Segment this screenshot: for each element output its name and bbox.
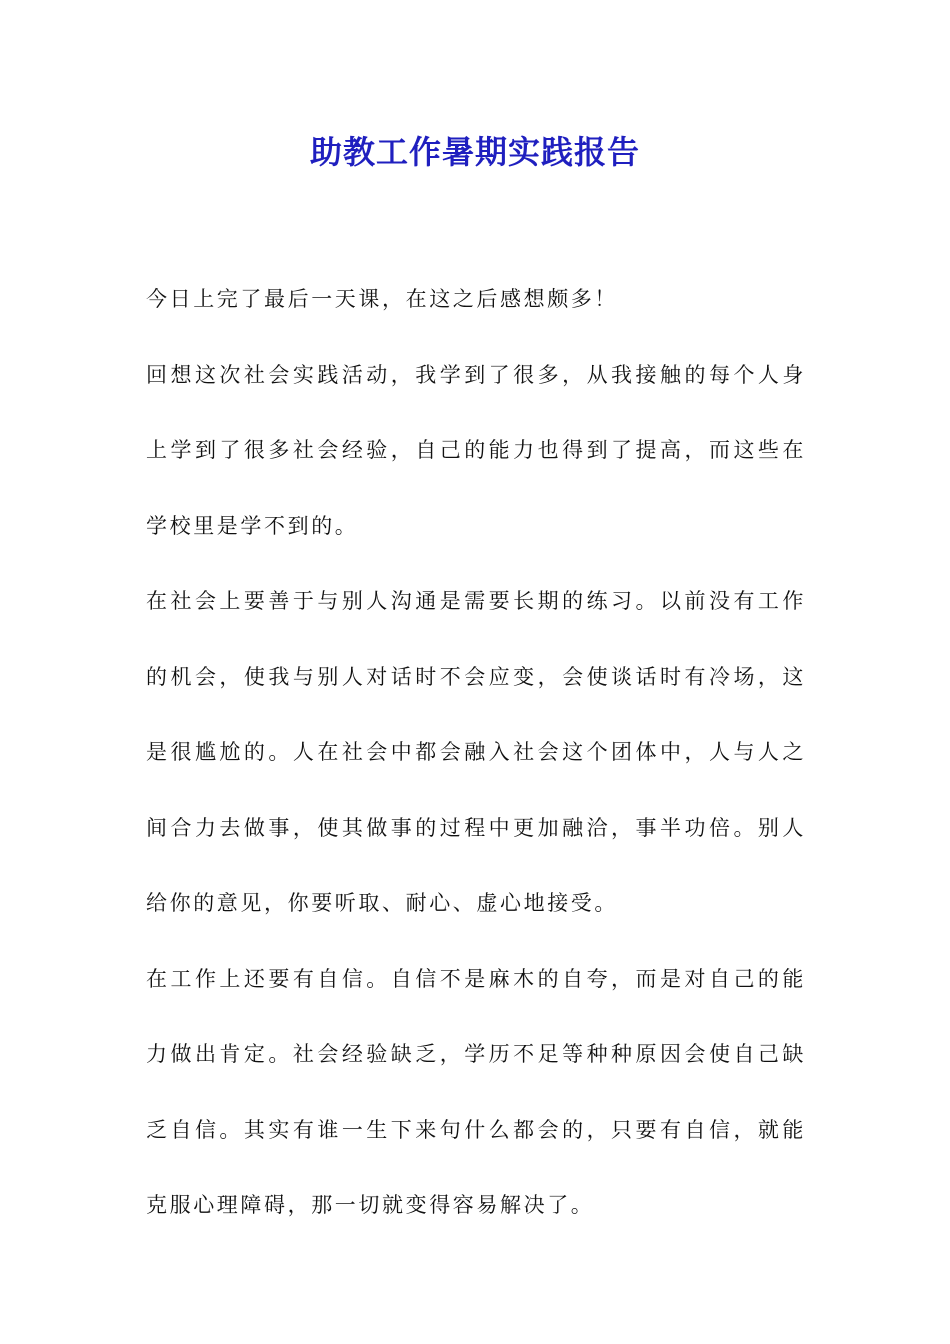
paragraph-3: 在社会上要善于与别人沟通是需要长期的练习。以前没有工作的机会，使我与别人对话时不会应变，会使谈话时有冷场，这是很尴尬的。人在社会中都会融入社会这个团体中，人与人之间合力去做事，使其做事的过程中更加融洽，事半功倍。别人给你的意见，你要听取、耐心、虚心地接受。 — [146, 589, 806, 915]
document-title: 助教工作暑期实践报告 — [309, 133, 640, 171]
paragraph-1: 今日上完了最后一天课，在这之后感想颇多！ — [146, 287, 618, 311]
paragraph-2: 回想这次社会实践活动，我学到了很多，从我接触的每个人身上学到了很多社会经验，自己的能力也得到了提高，而这些在学校里是学不到的。 — [146, 362, 806, 538]
document-body — [146, 262, 806, 1244]
paragraph-4: 在工作上还要有自信。自信不是麻木的自夸，而是对自己的能力做出肯定。社会经验缺乏，学历不足等种种原因会使自己缺乏自信。其实有谁一生下来句什么都会的，只要有自信，就能克服心理障碍，那一切就变得容易解决了。 — [146, 966, 806, 1217]
